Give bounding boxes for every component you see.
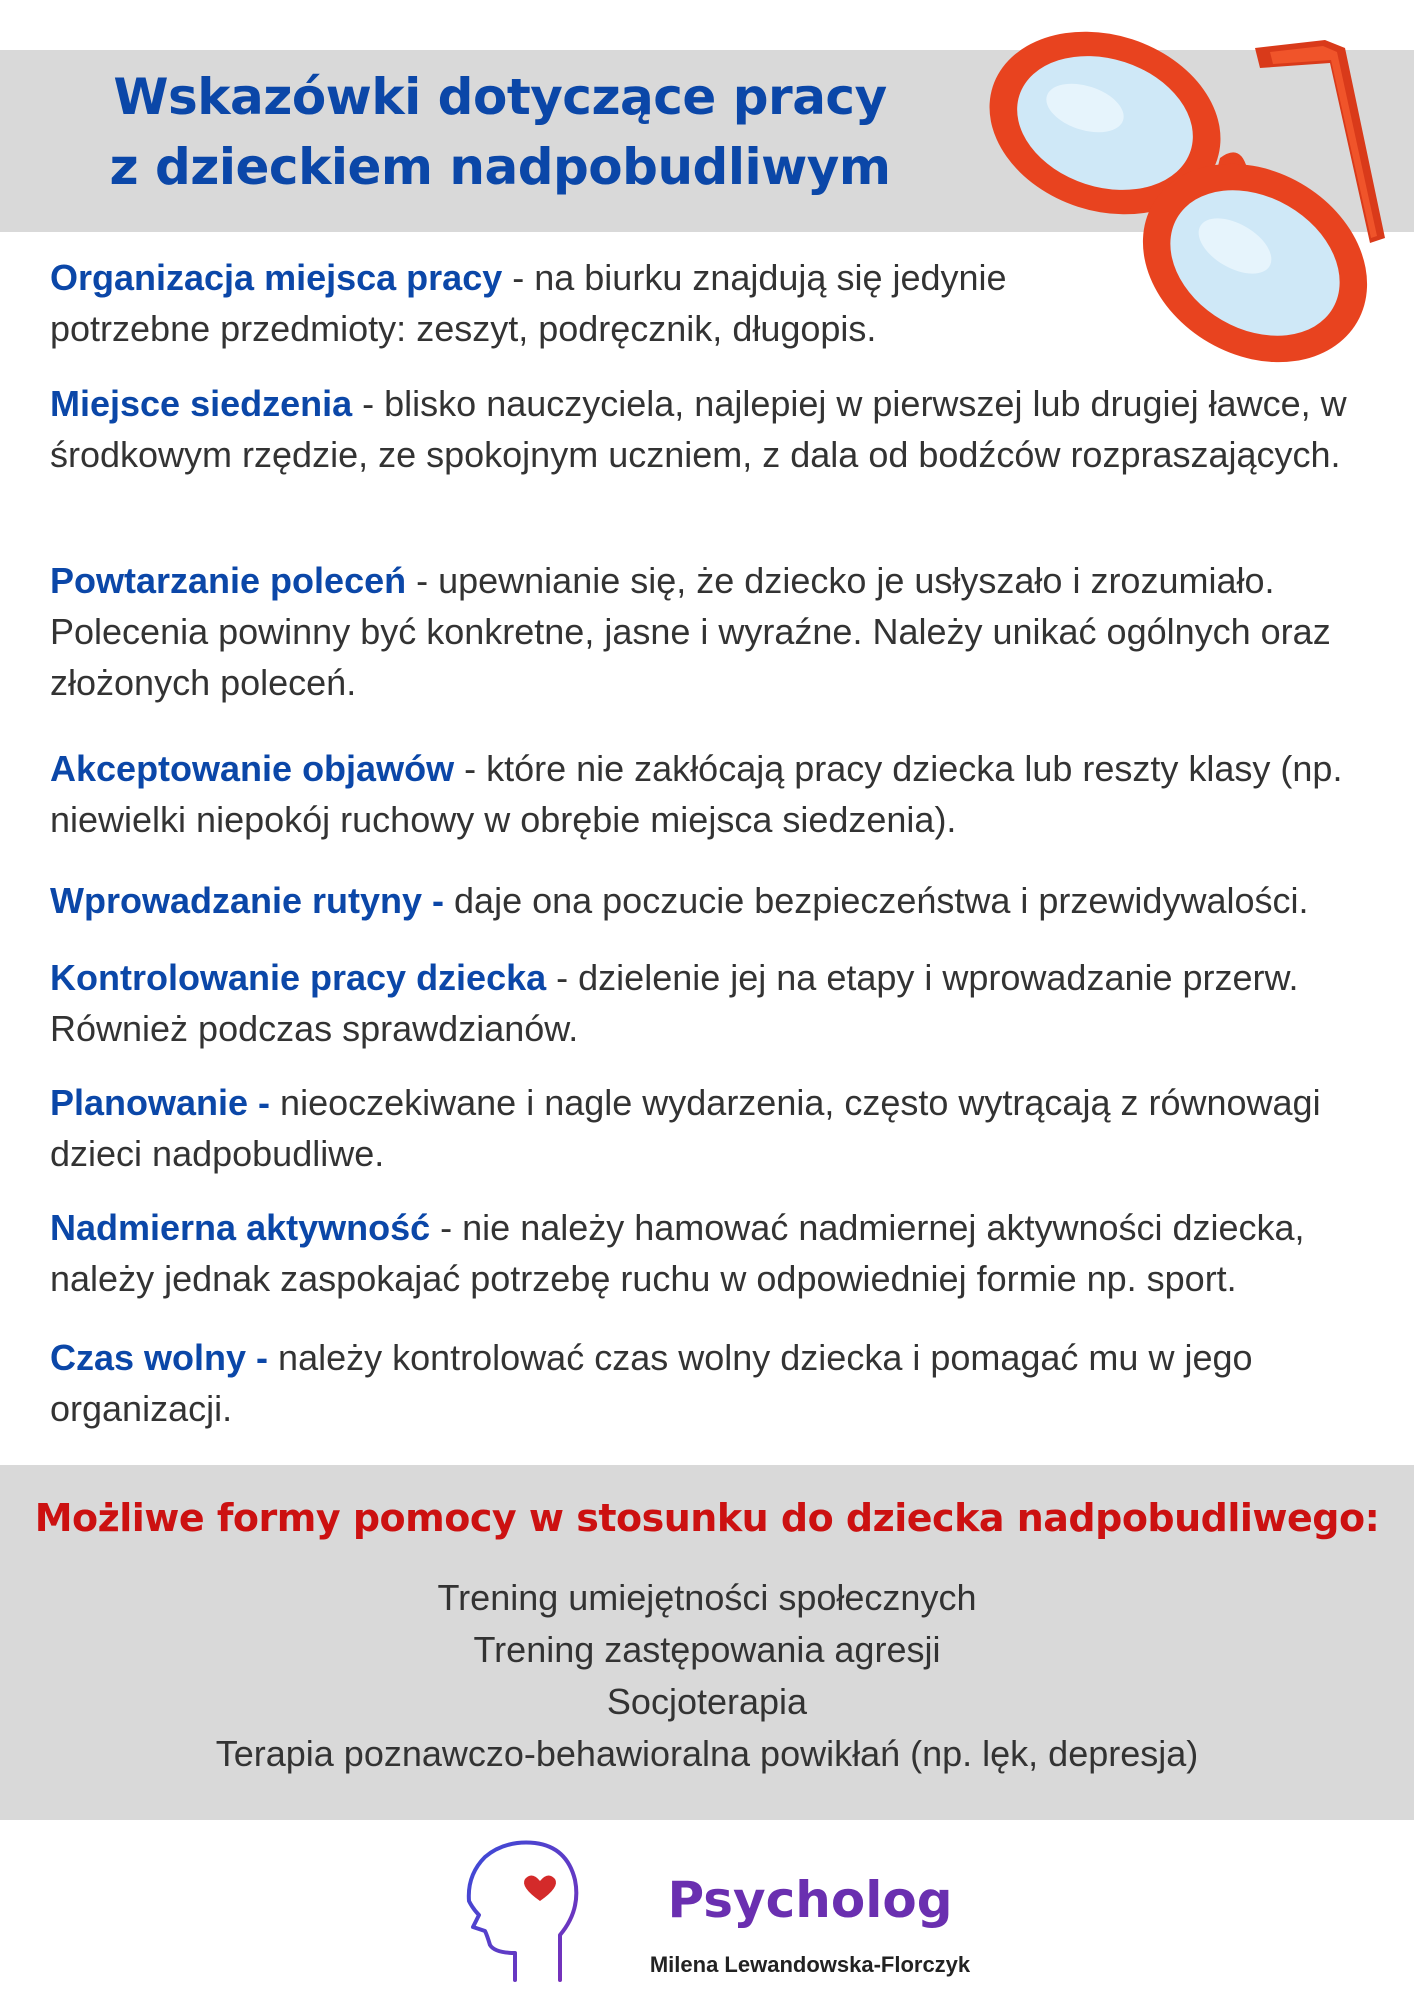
tip-text: - upewnianie się, że dziecko je usłyszało i zrozumiało. Polecenia powinny być konkretne, jasne i wyraźne. Należy unikać ogólnych oraz złożonych poleceń. (50, 560, 1331, 703)
tip-heading: Powtarzanie poleceń (50, 560, 407, 601)
tip-text: - które nie zakłócają pracy dziecka lub reszty klasy (np. niewielki niepokój ruchowy w obrębie miejsca siedzenia). (50, 748, 1343, 840)
help-item: Trening zastępowania agresji (473, 1629, 941, 1670)
tip-aktywnosc (50, 1202, 1400, 1304)
tip-heading: Wprowadzanie rutyny - (50, 880, 445, 921)
tip-organizacja (50, 252, 1100, 354)
tip-text: - dzielenie jej na etapy i wprowadzanie przerw. Również podczas sprawdzianów. (50, 957, 1299, 1049)
footer-name: Milena Lewandowska-Florczyk (649, 1952, 971, 1977)
help-item: Socjoterapia (606, 1681, 808, 1722)
tip-heading: Miejsce siedzenia (50, 383, 353, 424)
tip-text: daje ona poczucie bezpieczeństwa i przewidywalości. (444, 880, 1309, 921)
tip-text: należy kontrolować czas wolny dziecka i pomagać mu w jego organizacji. (50, 1337, 1253, 1429)
help-item: Terapia poznawczo-behawioralna powikłań (np. lęk, depresja) (215, 1733, 1199, 1774)
help-list (0, 1572, 1414, 1780)
tip-miejsce-siedzenia (50, 378, 1400, 480)
tip-heading: Nadmierna aktywność (50, 1207, 431, 1248)
tip-text: nieoczekiwane i nagle wydarzenia, często wytrącają z równowagi dzieci nadpobudliwe. (50, 1082, 1321, 1174)
tip-heading: Planowanie - (50, 1082, 271, 1123)
tip-heading: Kontrolowanie pracy dziecka (50, 957, 547, 998)
help-item: Trening umiejętności społecznych (437, 1577, 977, 1618)
tip-kontrolowanie (50, 952, 1400, 1054)
page-title-line-1: Wskazówki dotyczące pracy (113, 68, 887, 126)
head-heart-icon (455, 1835, 585, 1985)
footer-title: Psycholog (667, 1871, 953, 1929)
tip-czas-wolny (50, 1332, 1400, 1434)
tip-planowanie (50, 1077, 1400, 1179)
tip-text: - nie należy hamować nadmiernej aktywności dziecka, należy jednak zaspokajać potrzebę ruchu w odpowiedniej formie np. sport. (50, 1207, 1305, 1299)
tip-akceptowanie (50, 743, 1400, 845)
tip-powtarzanie (50, 555, 1400, 708)
tip-rutyna (50, 875, 1400, 926)
tip-text: - na biurku znajdują się jedynie potrzebne przedmioty: zeszyt, podręcznik, długopis. (50, 257, 1007, 349)
page-title (0, 62, 1000, 202)
tip-heading: Czas wolny - (50, 1337, 269, 1378)
page-title-line-2: z dzieckiem nadpobudliwym (109, 138, 891, 196)
tip-text: - blisko nauczyciela, najlepiej w pierwszej lub drugiej ławce, w środkowym rzędzie, ze spokojnym uczniem, z dala od bodźców rozpraszających. (50, 383, 1347, 475)
help-title: Możliwe formy pomocy w stosunku do dziecka nadpobudliwego: (34, 1496, 1380, 1540)
tip-heading: Organizacja miejsca pracy (50, 257, 503, 298)
tip-heading: Akceptowanie objawów (50, 748, 455, 789)
